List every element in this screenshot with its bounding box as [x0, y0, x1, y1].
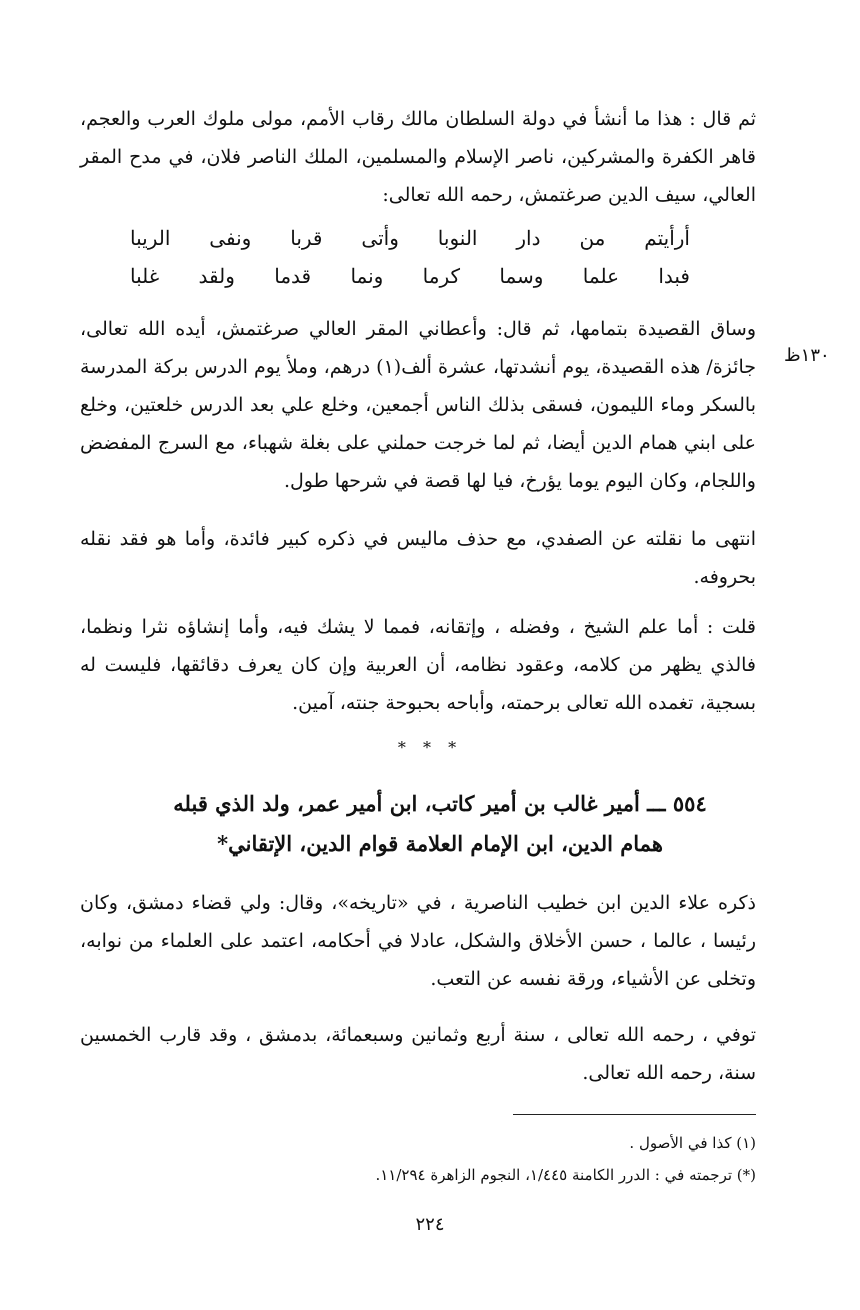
paragraph-reward: وساق القصيدة بتمامها، ثم قال: وأعطاني المقر العالي صرغتمش، أيده الله تعالى، جائزة/ هذه القصيدة، يوم أنشدتها، عشرة ألف(١) درهم، وملأ يوم الدرس بركة المدرسة بالسكر وماء الليمون، فسقى بذلك الناس أجمعين، وخلع علي بعد الدرس خلعتين، وخلع على ابني همام الدين أيضا، ثم لما خرجت حملني على بغلة شهباء، مع السرج المفضض واللجام، وكان اليوم يوما يؤرخ، فيا لها قصة في شرحها طول. [80, 318, 756, 492]
paragraph-author-comment: قلت : أما علم الشيخ ، وفضله ، وإتقانه، فمما لا يشك فيه، وأما إنشاؤه نثرا ونظما، فالذي يظهر من كلامه، وعقود نظامه، أن العربية وإن كان يعرف دقائقها، فليست له بسجية، تغمده الله تعالى برحمته، وأباحه بحبوحة جنته، آمين. [80, 616, 756, 714]
entry-heading-line-1: ٥٥٤ ـــ أمير غالب بن أمير كاتب، ابن أمير عمر، ولد الذي قبله [173, 791, 707, 816]
poem-verse-1: أرأيتم من دار النوبا وأتى قربا ونفى الريبا [130, 226, 690, 250]
paragraph-biography: ذكره علاء الدين ابن خطيب الناصرية ، في «تاريخه»، وقال: ولي قضاء دمشق، وكان رئيسا ، عالما ، حسن الأخلاق والشكل، عادلا في أحكامه، اعتمد على العلماء من نوابه، وتخلى عن الأشياء، ورقة نفسه عن التعب. [80, 892, 756, 990]
footnote-1: (١) كذا في الأصول . [629, 1134, 756, 1152]
paragraph-death: توفي ، رحمه الله تعالى ، سنة أربع وثمانين وسبعمائة، بدمشق ، وقد قارب الخمسين سنة، رحمه الله تعالى. [80, 1024, 756, 1084]
page-number: ٢٢٤ [415, 1214, 445, 1235]
footnote-divider [513, 1114, 756, 1115]
folio-marginal-note: ١٣٠ظ [784, 345, 830, 366]
poem-verse-2: فبدا علما وسما كرما ونما قدما ولقد غلبا [130, 264, 690, 288]
entry-heading-line-2: همام الدين، ابن الإمام العلامة قوام الدين، الإتقاني* [217, 831, 663, 856]
paragraph-intro: ثم قال : هذا ما أنشأ في دولة السلطان مالك رقاب الأمم، مولى ملوك العرب والعجم، قاهر الكفرة والمشركين، ناصر الإسلام والمسلمين، الملك الناصر فلان، في مدح المقر العالي، سيف الدين صرغتمش، رحمه الله تعالى: [80, 108, 756, 206]
section-separator: * * * [397, 738, 463, 757]
paragraph-end-quote: انتهى ما نقلته عن الصفدي، مع حذف ماليس في ذكره كبير فائدة، وأما هو فقد نقله بحروفه. [80, 528, 756, 588]
footnote-2: (*) ترجمته في : الدرر الكامنة ١/٤٤٥، النجوم الزاهرة ١١/٢٩٤. [375, 1166, 756, 1184]
